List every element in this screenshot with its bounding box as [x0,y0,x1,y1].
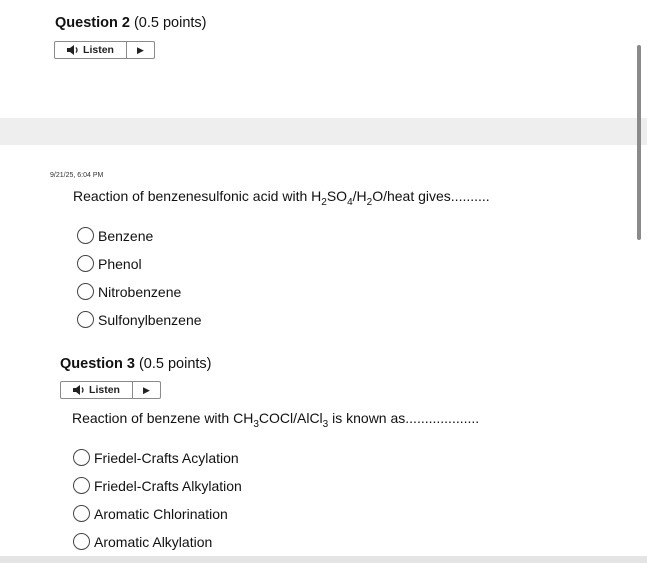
radio-button[interactable] [77,283,94,300]
play-button-q2[interactable] [127,42,154,58]
listen-widget-q3 [60,381,161,399]
radio-button[interactable] [73,449,90,466]
question-3-points: (0.5 points) [138,356,212,372]
radio-button[interactable] [77,311,94,328]
speaker-icon [67,45,80,55]
q2-option-sulfonylbenzene[interactable]: Sulfonylbenzene [77,311,202,328]
play-icon: ▶ [143,384,150,395]
q2-option-nitrobenzene[interactable]: Nitrobenzene [77,283,181,300]
radio-button[interactable] [73,533,90,550]
listen-label: Listen [83,44,114,56]
question-2-points: (0.5 points) [133,15,207,31]
timestamp: 9/21/25, 6:04 PM [50,172,104,179]
q2-option-phenol[interactable]: Phenol [77,255,142,272]
listen-widget-q2 [54,41,155,59]
question-2-prompt: Reaction of benzenesulfonic acid with $H_2SO_4/H_2O$/heat gives.......... [73,188,490,208]
question-2-title [55,15,207,31]
scrollbar[interactable] [637,45,641,240]
q3-option-fc-alkylation[interactable]: Friedel-Crafts Alkylation [73,477,242,494]
radio-button[interactable] [77,255,94,272]
listen-button-q2[interactable] [55,42,126,58]
page-gutter-bottom [0,556,647,563]
play-icon: ▶ [137,44,144,55]
question-2-label: Question 2 [55,15,130,31]
radio-button[interactable] [77,227,94,244]
question-3-prompt: Reaction of benzene with $CH_3COCl/AlCl_3$ is known as................... [72,410,480,430]
q3-option-aromatic-chlorination[interactable]: Aromatic Chlorination [73,505,228,522]
question-3-label: Question 3 [60,356,135,372]
play-button-q3[interactable] [133,382,160,398]
speaker-icon [73,385,86,395]
page-gutter [0,118,647,145]
q3-option-fc-acylation[interactable]: Friedel-Crafts Acylation [73,449,239,466]
question-3-title [60,356,212,372]
radio-button[interactable] [73,505,90,522]
q2-option-benzene[interactable]: Benzene [77,227,153,244]
listen-label: Listen [89,384,120,396]
radio-button[interactable] [73,477,90,494]
listen-button-q3[interactable] [61,382,132,398]
q3-option-aromatic-alkylation[interactable]: Aromatic Alkylation [73,533,212,550]
